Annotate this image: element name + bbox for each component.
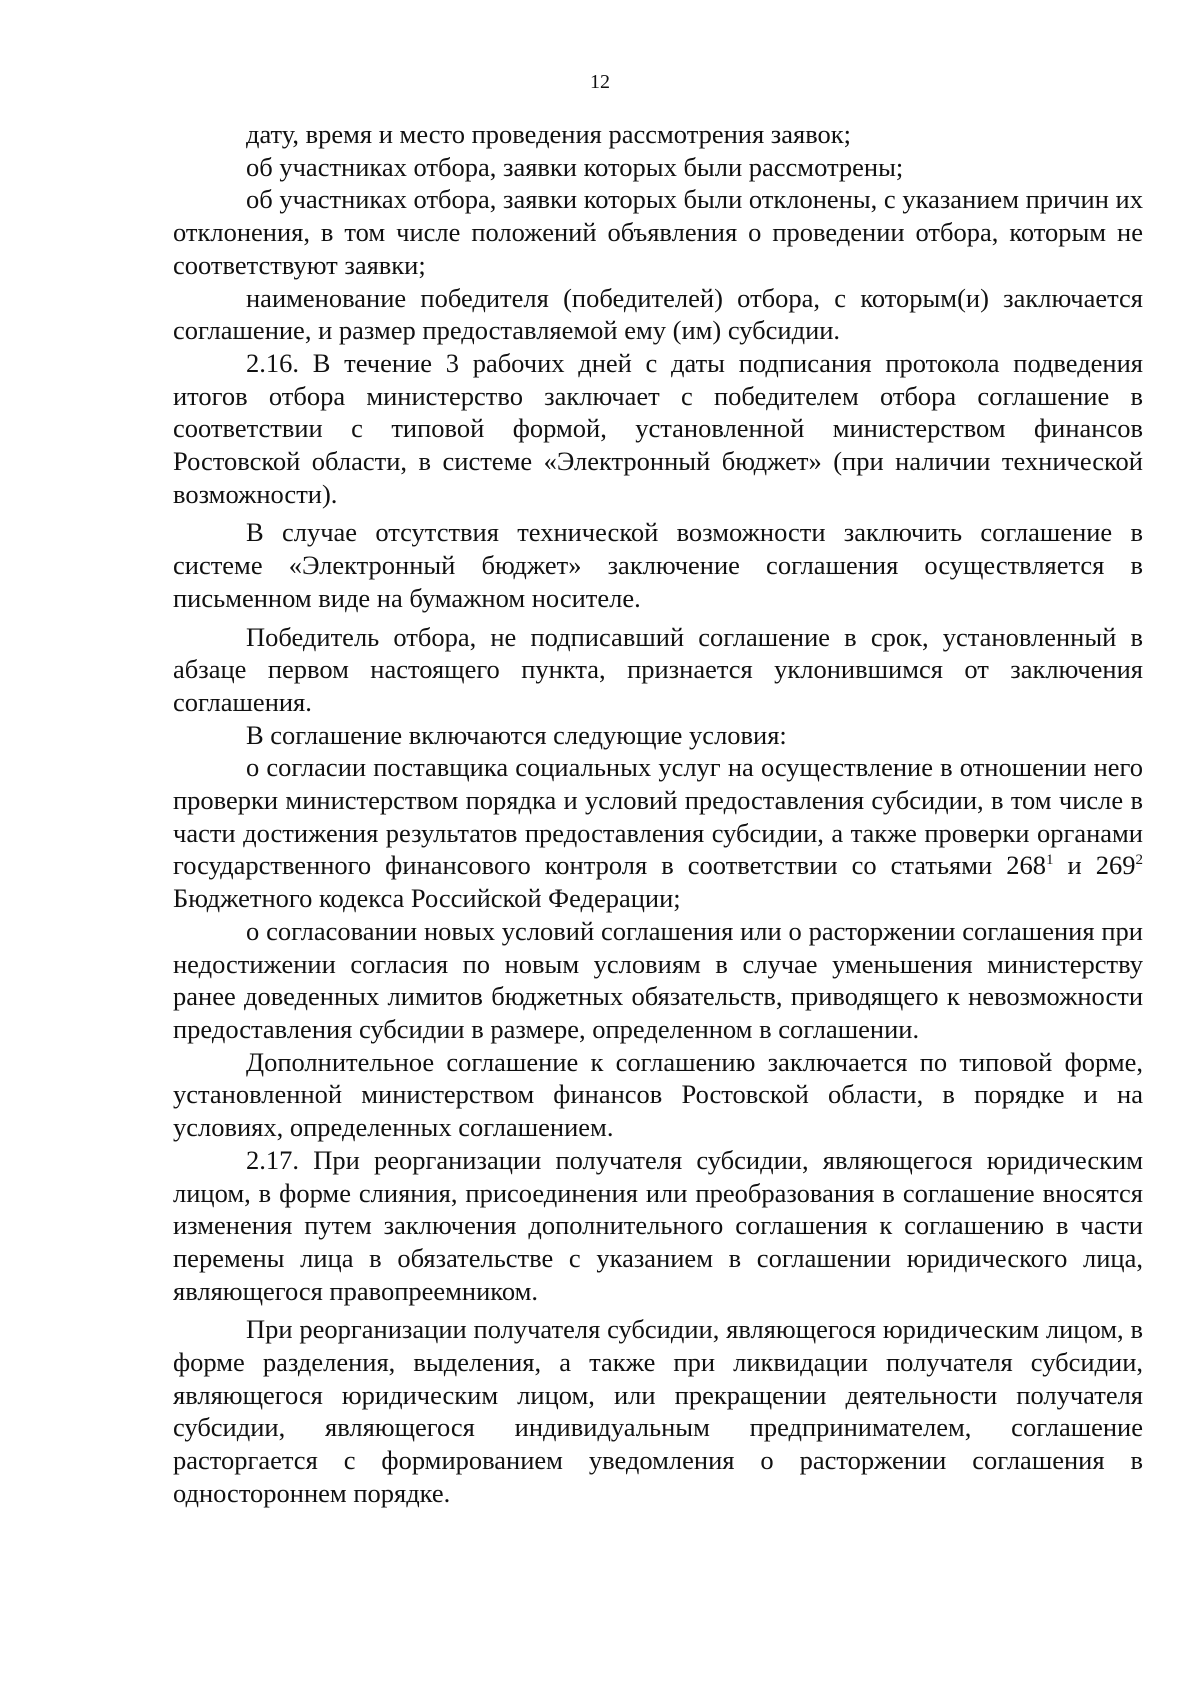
paragraph-2-16: 2.16. В течение 3 рабочих дней с даты подписания протокола подведения итогов отбора министерство заключает с победителем отбора соглашение в соответствии с типовой формой, установленной министерством финансов Ростовской области, в системе «Электронный бюджет» (при наличии технической возможности). (173, 347, 1143, 509)
document-body (173, 118, 1143, 1510)
paragraph-winner-name: наименование победителя (победителей) отбора, с которым(и) заключается соглашение, и размер предоставляемой ему (им) субсидии. (173, 282, 1143, 346)
control-text-part-2: и 269 (1053, 850, 1136, 881)
paragraph-no-technical-possibility: В случае отсутствия технической возможности заключить соглашение в системе «Электронный бюджет» заключение соглашения осуществляется в письменном виде на бумажном носителе. (173, 517, 1143, 613)
paragraph-termination: При реорганизации получателя субсидии, являющегося юридическим лицом, в форме разделения, выделения, а также при ликвидации получателя субсидии, являющегося юридическим лицом, или прекращении деятельности получателя субсидии, являющегося индивидуальным предпринимателем, соглашение расторгается с формированием уведомления о расторжении соглашения в одностороннем порядке. (173, 1314, 1143, 1508)
paragraph-2-17: 2.17. При реорганизации получателя субсидии, являющегося юридическим лицом, в форме слияния, присоединения или преобразования в соглашение вносятся изменения путем заключения дополнительного соглашения к соглашению в части перемены лица в обязательстве с указанием в соглашении юридического лица, являющегося правопреемником. (173, 1144, 1143, 1306)
superscript-1: 1 (1045, 852, 1054, 869)
paragraph-additional-agreement: Дополнительное соглашение к соглашению заключается по типовой форме, установленной министерством финансов Ростовской области, в порядке и на условиях, определенных соглашением. (173, 1046, 1143, 1143)
superscript-2: 2 (1135, 852, 1143, 869)
paragraph-new-conditions: о согласовании новых условий соглашения или о расторжении соглашения при недостижении согласия по новым условиям в случае уменьшения министерству ранее доведенных лимитов бюджетных обязательств, приводящего к невозможности предоставления субсидии в размере, определенном в соглашении. (173, 915, 1143, 1044)
paragraph-evading-winner: Победитель отбора, не подписавший соглашение в срок, установленный в абзаце первом настоящего пункта, признается уклонившимся от заключения соглашения. (173, 621, 1143, 717)
paragraph-rejected-participants: об участниках отбора, заявки которых были отклонены, с указанием причин их отклонения, в том числе положений объявления о проведении отбора, которым не соответствуют заявки; (173, 184, 1143, 280)
paragraph-reviewed-participants: об участниках отбора, заявки которых были рассмотрены; (246, 151, 904, 182)
control-text-part-3: Бюджетного кодекса Российской Федерации; (173, 883, 681, 914)
page-number: 12 (590, 71, 610, 93)
paragraph-review-date: дату, время и место проведения рассмотрения заявок; (246, 119, 852, 149)
paragraph-conditions-intro: В соглашение включаются следующие условия: (246, 719, 787, 750)
control-text-part-1: о согласии поставщика социальных услуг на осуществление в отношении него проверки министерством порядка и условий предоставления субсидии, в том числе в части достижения результатов предоставления субсидии, а также проверки органами государственного финансового контроля в соответствии со статьями 268 (173, 752, 1143, 881)
paragraph-control-consent (173, 751, 1143, 915)
